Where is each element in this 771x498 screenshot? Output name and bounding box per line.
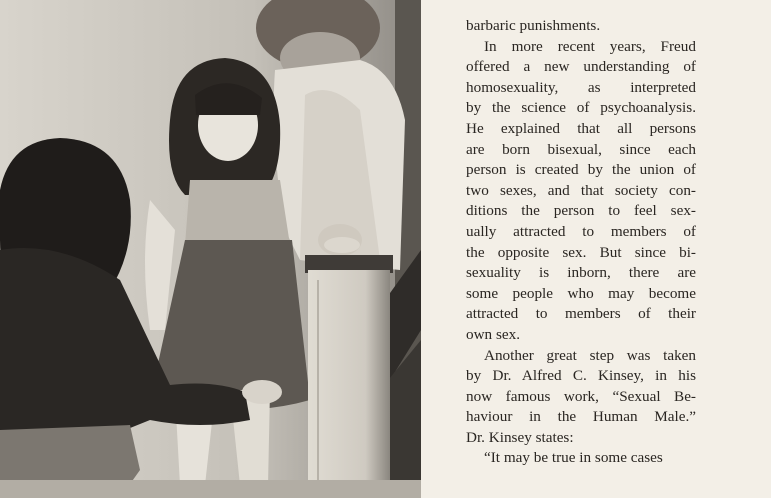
text-line: Dr. Kinsey states:: [466, 428, 574, 446]
text-line: own sex.: [466, 325, 520, 343]
text-line: “It may be true in some cases: [484, 449, 663, 467]
paragraph-2: [466, 37, 696, 346]
paragraph-3: [466, 346, 696, 449]
text-line: attracted to members of their: [466, 305, 696, 323]
text-line: by the science of psychoanalysis.: [466, 99, 696, 117]
text-line: person is created by the union of: [466, 161, 696, 179]
text-line: by Dr. Alfred C. Kinsey, in his: [466, 367, 696, 385]
text-line: haviour in the Human Male.”: [466, 408, 696, 426]
text-line: are born bisexual, since each: [466, 140, 696, 158]
text-line: barbaric punishments.: [466, 17, 601, 34]
body-text-column: [466, 16, 696, 469]
text-line: ually attracted to members of: [466, 222, 696, 240]
text-line: Another great step was taken: [484, 346, 696, 364]
text-line: He explained that all persons: [466, 119, 696, 137]
text-line: now famous work, “Sexual Be-: [466, 387, 696, 405]
text-line: the opposite sex. But since bi-: [466, 243, 696, 261]
text-line: two sexes, and that society con-: [466, 181, 696, 199]
text-line: offered a new understanding of: [466, 58, 696, 76]
paragraph-1: [466, 16, 696, 37]
text-line: homosexuality, as interpreted: [466, 78, 696, 96]
text-line: In more recent years, Freud: [484, 37, 696, 55]
paragraph-4: [466, 448, 696, 469]
text-line: some people who may become: [466, 284, 696, 302]
text-line: sexuality is inborn, there are: [466, 264, 696, 282]
text-line: ditions the person to feel sex-: [466, 202, 696, 220]
